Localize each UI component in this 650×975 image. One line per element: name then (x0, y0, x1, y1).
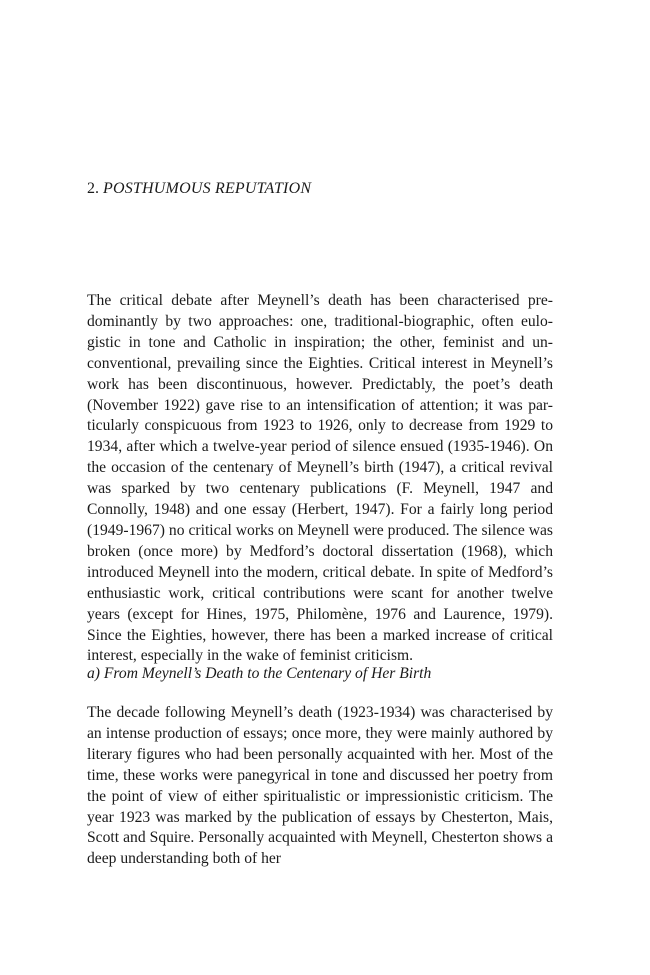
chapter-number: 2. (87, 180, 99, 197)
chapter-heading (87, 178, 567, 200)
section-paragraph: The decade following Meynell’s death (1923-1934) was characterised by an intense production of essays; once more, they were mainly authored by literary figures who had been personally acquainted with her. Most of the time, these works were panegyrical in tone and discussed her poetry from the point of view of either spiritualistic or impressionistic criticism. The year 1923 was marked by the publication of essays by Chesterton, Mais, Scott and Squire. Personally acquainted with Meynell, Chesterton shows a deep understanding both of her (87, 704, 553, 868)
intro-paragraph: The critical debate after Meynell’s death has been characterised pre-dominantly by two approaches: one, traditional-biographic, often eulo-gistic in tone and Catholic in inspiration; the other, feminist and un-conventional, prevailing since the Eighties. Critical interest in Meynell’s work has been discontinuous, however. Predictably, the poet’s death (November 1922) gave rise to an intensification of attention; it was par-ticularly conspicuous from 1923 to 1926, only to decrease from 1929 to 1934, after which a twelve-year period of silence ensued (1935-1946). On the occasion of the centenary of Meynell’s birth (1947), a critical revival was sparked by two centenary publications (F. Meynell, 1947 and Connolly, 1948) and one essay (Herbert, 1947). For a fairly long period (1949-1967) no critical works on Meynell were produced. The silence was broken (once more) by Medford’s doctoral dissertation (1968), which introduced Meynell into the modern, critical debate. In spite of Medford’s enthusiastic work, critical contributions were scant for another twelve years (except for Hines, 1975, Philomène, 1976 and Laurence, 1979). Since the Eighties, however, there has been a marked increase of critical interest, especially in the wake of feminist criticism. (87, 292, 553, 665)
chapter-title: POSTHUMOUS REPUTATION (103, 180, 312, 197)
section-heading: a) From Meynell’s Death to the Centenary of Her Birth (87, 665, 432, 682)
